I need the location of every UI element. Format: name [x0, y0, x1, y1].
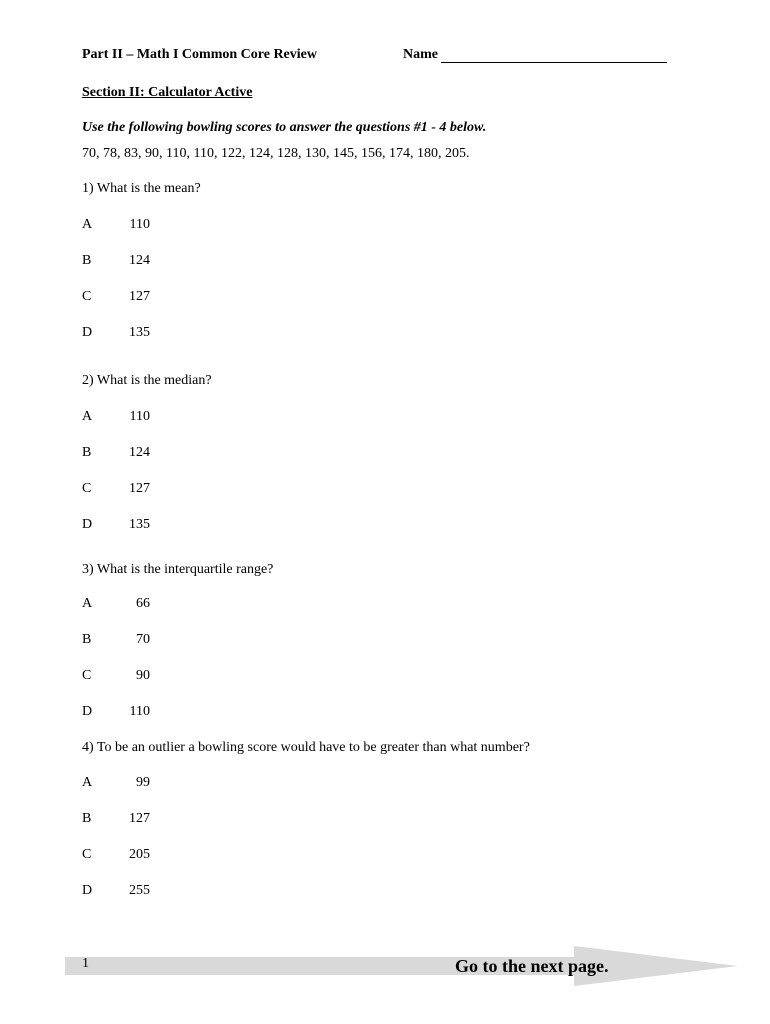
- question-4-option-letter: C: [82, 847, 92, 862]
- question-2-option-value: 127: [129, 481, 150, 496]
- question-4: 4) To be an outlier a bowling score would have to be greater than what number?: [82, 740, 530, 755]
- instructions: Use the following bowling scores to answer the questions #1 - 4 below.: [82, 120, 487, 135]
- question-2-option-letter: D: [82, 517, 93, 532]
- question-3: 3) What is the interquartile range?: [82, 562, 274, 577]
- question-4-option-letter: D: [82, 883, 93, 898]
- question-1-option-value: 135: [129, 325, 150, 340]
- question-2-option-value: 124: [129, 445, 150, 460]
- question-3-option-letter: A: [82, 596, 93, 611]
- question-4-option-value: 99: [136, 775, 150, 790]
- question-3-option-letter: D: [82, 704, 93, 719]
- question-2: 2) What is the median?: [82, 373, 212, 388]
- question-3-option-value: 66: [136, 596, 150, 611]
- name-label: Name: [403, 47, 438, 62]
- question-2-option-letter: A: [82, 409, 93, 424]
- question-1-option-letter: A: [82, 217, 93, 232]
- question-3-option-letter: C: [82, 668, 92, 683]
- question-2-option-value: 110: [129, 409, 150, 424]
- question-2-option-value: 135: [129, 517, 150, 532]
- question-3-option-value: 90: [136, 668, 150, 683]
- next-page-label: Go to the next page.: [455, 956, 609, 976]
- question-2-option-letter: B: [82, 445, 92, 460]
- question-1-option-value: 127: [129, 289, 150, 304]
- document-title: Part II – Math I Common Core Review: [82, 47, 317, 62]
- question-4-option-value: 127: [129, 811, 150, 826]
- question-3-option-letter: B: [82, 632, 92, 647]
- question-1-option-letter: C: [82, 289, 92, 304]
- question-1: 1) What is the mean?: [82, 181, 201, 196]
- name-blank-line: [441, 62, 667, 63]
- question-2-option-letter: C: [82, 481, 92, 496]
- question-3-option-value: 110: [129, 704, 150, 719]
- question-1-option-value: 124: [129, 253, 150, 268]
- question-1-option-letter: D: [82, 325, 93, 340]
- section-title: Section II: Calculator Active: [82, 85, 253, 100]
- question-4-option-value: 205: [129, 847, 150, 862]
- question-1-option-letter: B: [82, 253, 92, 268]
- question-4-option-value: 255: [129, 883, 150, 898]
- bowling-scores: 70, 78, 83, 90, 110, 110, 122, 124, 128, 130, 145, 156, 174, 180, 205.: [82, 146, 470, 161]
- question-1-option-value: 110: [129, 217, 150, 232]
- question-3-option-value: 70: [136, 632, 150, 647]
- page-number: 1: [82, 956, 89, 971]
- question-4-option-letter: A: [82, 775, 93, 790]
- question-4-option-letter: B: [82, 811, 92, 826]
